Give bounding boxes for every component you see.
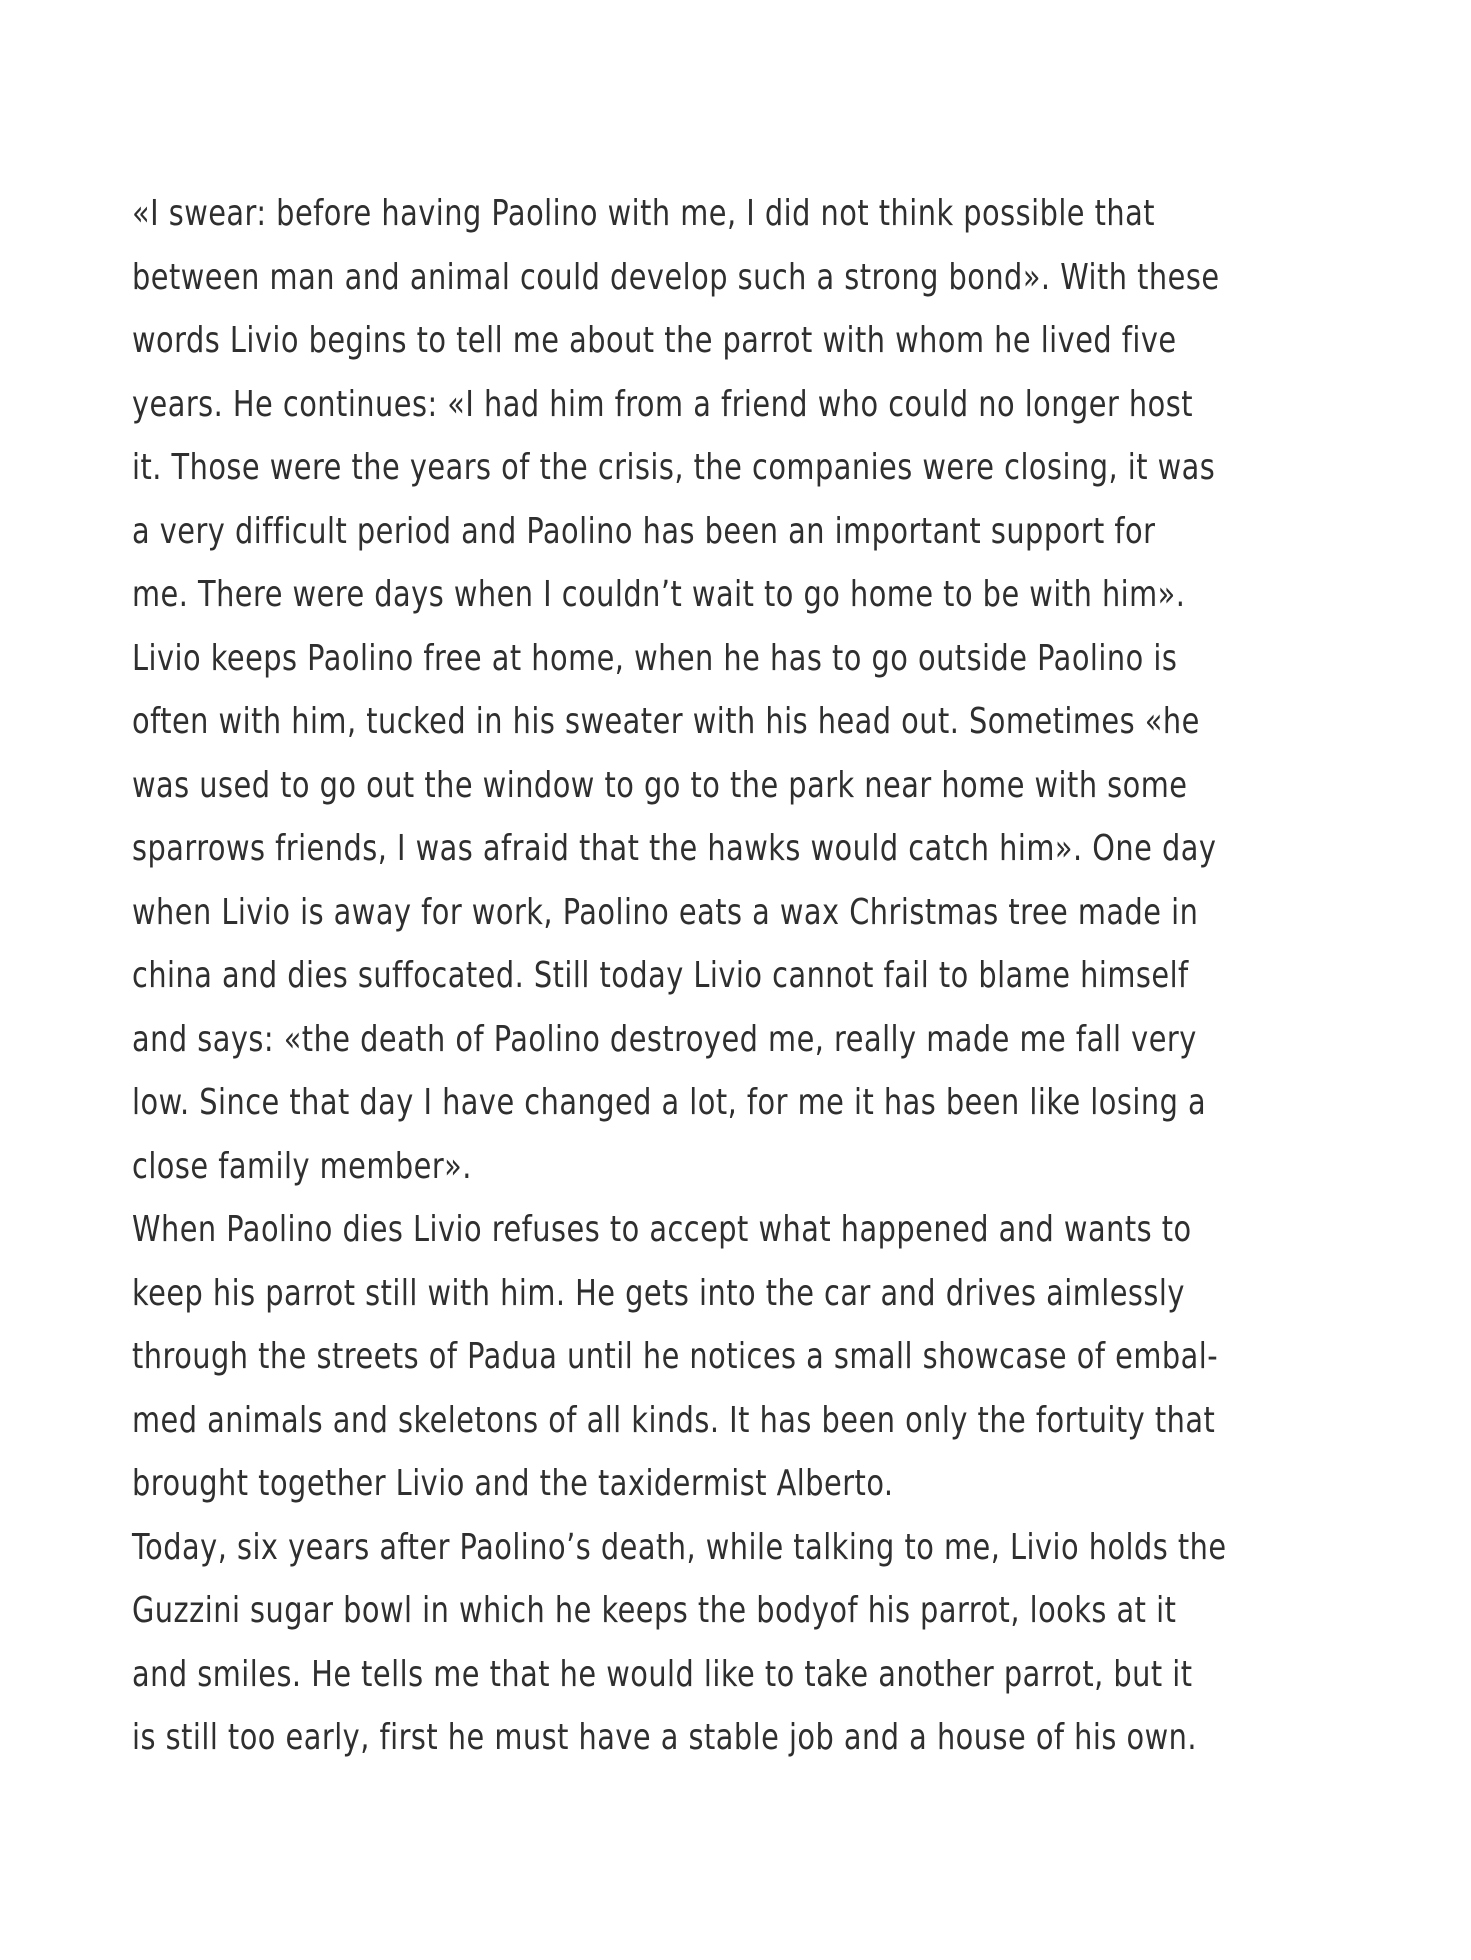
text-line: when Livio is away for work, Paolino eats a wax Christmas tree made in <box>132 891 1199 933</box>
text-line: between man and animal could develop such a strong bond». With these <box>132 256 1220 298</box>
text-line: Guzzini sugar bowl in which he keeps the bodyof his parrot, looks at it <box>132 1590 1177 1631</box>
body-text <box>132 182 1227 1770</box>
text-line: was used to go out the window to go to the park near home with some <box>132 764 1188 806</box>
text-line: brought together Livio and the taxidermist Alberto. <box>132 1463 894 1504</box>
text-line: When Paolino dies Livio refuses to accept what happened and wants to <box>132 1209 1192 1250</box>
text-line: close family member». <box>132 1145 472 1187</box>
text-line: through the streets of Padua until he notices a small showcase of embal- <box>132 1336 1219 1377</box>
text-line: china and dies suffocated. Still today Livio cannot fail to blame himself <box>132 955 1189 996</box>
text-line: «I swear: before having Paolino with me, I did not think possible that <box>132 193 1156 234</box>
text-line: words Livio begins to tell me about the parrot with whom he lived five <box>132 320 1177 361</box>
text-line: it. Those were the years of the crisis, the companies were closing, it was <box>132 447 1216 488</box>
text-line: years. He continues: «I had him from a friend who could no longer host <box>132 383 1194 425</box>
text-line: me. There were days when I couldn’t wait to go home to be with him». <box>132 574 1186 615</box>
text-line: and smiles. He tells me that he would like to take another parrot, but it <box>132 1653 1193 1695</box>
text-line: keep his parrot still with him. He gets into the car and drives aimlessly <box>132 1272 1185 1314</box>
text-line: sparrows friends, I was afraid that the hawks would catch him». One day <box>132 828 1217 869</box>
text-line: and says: «the death of Paolino destroyed me, really made me fall very <box>132 1018 1197 1060</box>
text-line: Livio keeps Paolino free at home, when he has to go outside Paolino is <box>132 637 1178 679</box>
text-line: Today, six years after Paolino’s death, while talking to me, Livio holds the <box>132 1526 1227 1568</box>
text-line: is still too early, first he must have a stable job and a house of his own. <box>132 1717 1198 1758</box>
text-line: often with him, tucked in his sweater with his head out. Sometimes «he <box>132 701 1200 742</box>
text-line: low. Since that day I have changed a lot, for me it has been like losing a <box>132 1082 1207 1123</box>
text-line: med animals and skeletons of all kinds. It has been only the fortuity that <box>132 1399 1216 1441</box>
text-line: a very difficult period and Paolino has been an important support for <box>132 510 1156 552</box>
